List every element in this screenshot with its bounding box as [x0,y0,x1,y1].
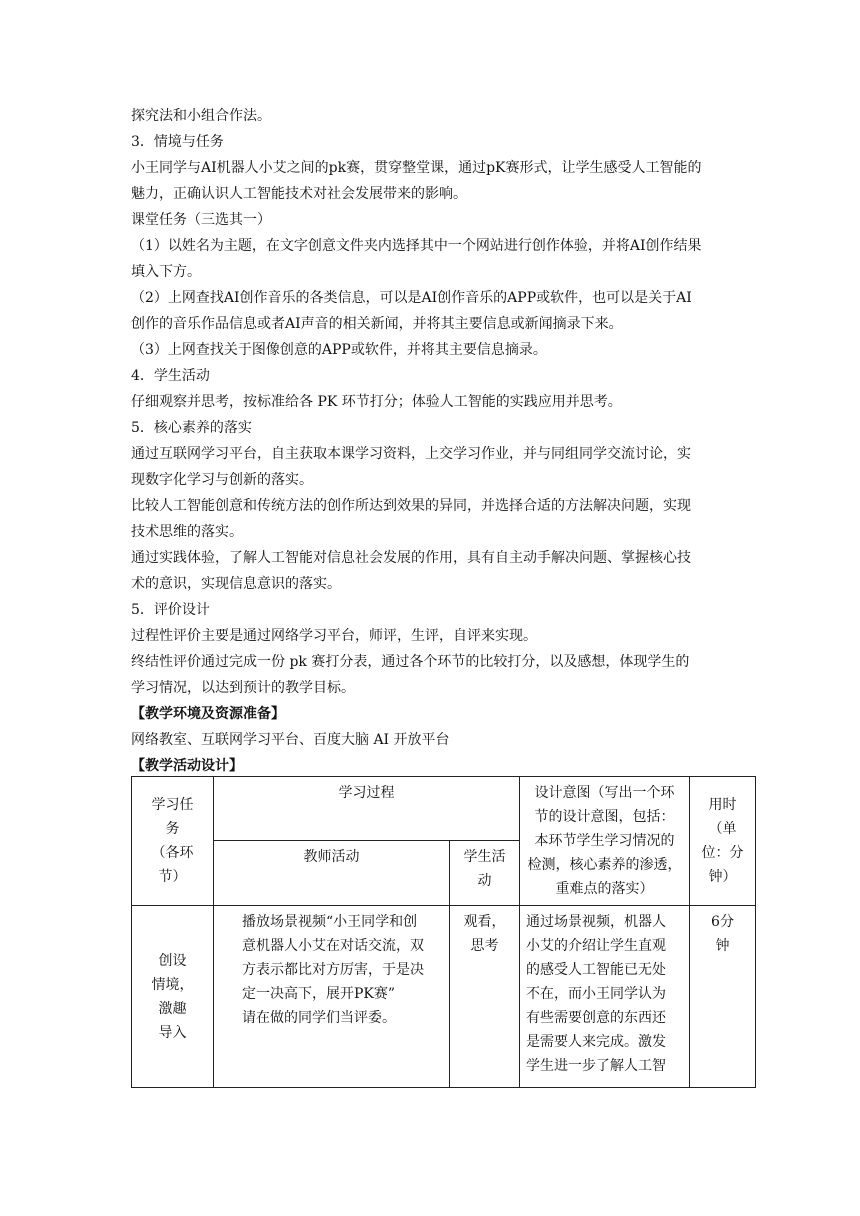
paragraph-line: 课堂任务（三选其一） [131,212,271,228]
paragraph-line: 现数字化学习与创新的落实。 [131,472,313,488]
section-heading: 【教学活动设计】 [131,758,243,774]
cell-line: 本环节学生学习情况的 [534,833,675,849]
row-student-cell [450,906,520,1088]
paragraph-line: 填入下方。 [131,264,201,280]
cell-line: 学生进一步了解人工智 [526,1058,666,1074]
cell-line: 情境， [151,976,194,993]
header-student-cell [450,840,520,905]
row-teacher-cell [214,906,450,1088]
paragraph-line: 网络教室、互联网学习平台、百度大脑 AI 开放平台 [131,732,450,748]
paragraph-line: 小王同学与AI机器人小艾之间的pk赛，贯穿整堂课，通过pK赛形式，让学生感受人工智能的 [131,160,702,176]
cell-line: 通过场景视频，机器人 [526,914,666,930]
cell-line: （单 [708,821,737,837]
row-design-cell [520,906,690,1088]
cell-line: 学生活 [463,848,506,865]
paragraph-line: 5．核心素养的落实 [131,420,252,436]
cell-line: 有些需要创意的东西还 [526,1010,666,1026]
paragraph-line: 创作的音乐作品信息或者AI声音的相关新闻，并将其主要信息或新闻摘录下来。 [131,316,623,332]
cell-line: 节） [158,869,187,885]
cell-line: 检测，核心素养的渗透， [527,857,682,873]
cell-line: 节的设计意图，包括： [534,809,675,825]
paragraph-line: 5．评价设计 [131,602,210,618]
cell-line: 定一决高下，展开PK赛” [242,986,396,1002]
cell-line: 激趣 [158,1000,187,1017]
paragraph-line: （2）上网查找AI创作音乐的各类信息，可以是AI创作音乐的APP或软件，也可以是关于AI [131,290,692,306]
paragraph-line: 过程性评价主要是通过网络学习平台，师评，生评，自评来实现。 [131,628,537,644]
paragraph-line: （1）以姓名为主题，在文字创意文件夹内选择其中一个网站进行创作体验，并将AI创作结果 [131,238,702,254]
activity-design-table [131,776,756,1088]
cell-line: 意机器人小艾在对话交流，双 [242,938,424,954]
cell-line: 方表示都比对方厉害，于是决 [242,962,424,978]
paragraph-line: 4．学生活动 [131,368,210,384]
paragraph-line: 比较人工智能创意和传统方法的创作所达到效果的异同，并选择合适的方法解决问题，实现 [131,498,691,514]
paragraph-line: 3．情境与任务 [131,134,224,150]
cell-line: 动 [477,872,492,889]
cell-line: 导入 [158,1024,187,1041]
paragraph-line: （3）上网查找关于图像创意的APP或软件，并将其主要信息摘录。 [131,342,547,358]
cell-line: 请在做的同学们当评委。 [242,1010,396,1026]
cell-line: 观看， [463,914,506,930]
cell-line: 是需要人来完成。激发 [526,1034,666,1050]
row-task-cell [132,906,214,1088]
cell-line: 不在，而小王同学认为 [526,986,666,1002]
cell-line: 的感受人工智能已无处 [526,962,666,978]
header-teacher-cell: 教师活动 [214,840,450,905]
header-time-cell [690,777,756,906]
paragraph-line: 仔细观察并思考，按标准给各 PK 环节打分；体验人工智能的实践应用并思考。 [131,394,622,410]
document-body [131,103,755,779]
paragraph-line: 通过互联网学习平台，自主获取本课学习资料，上交学习作业，并与同组同学交流讨论，实 [131,446,691,462]
cell-line: 学习任 [151,797,194,813]
cell-line: 设计意图（写出一个环 [534,785,675,801]
row-time-cell [690,906,756,1088]
cell-line: 务 [165,821,180,837]
paragraph-line: 术的意识，实现信息意识的落实。 [131,576,341,592]
activity-table-wrap [131,776,756,1088]
cell-line: （各环 [151,845,194,861]
header-design-cell [520,777,690,906]
cell-line: 小艾的介绍让学生直观 [526,938,666,954]
section-heading: 【教学环境及资源准备】 [131,706,285,722]
cell-line: 钟 [715,938,730,954]
paragraph-line: 技术思维的落实。 [131,524,243,540]
cell-line: 播放场景视频“小王同学和创 [242,914,418,930]
paragraph-line: 魅力，正确认识人工智能技术对社会发展带来的影响。 [131,186,467,202]
cell-line: 位：分 [701,845,744,861]
header-task-cell [132,777,214,906]
paragraph-line: 学习情况，以达到预计的教学目标。 [131,680,355,696]
cell-line: 6分 [711,914,734,930]
cell-line: 钟） [708,869,737,885]
paragraph-line: 终结性评价通过完成一份 pk 赛打分表，通过各个环节的比较打分，以及感想，体现学生的 [131,654,690,670]
header-process-cell: 学习过程 [214,777,520,841]
paragraph-line: 探究法和小组合作法。 [131,108,271,124]
cell-line: 创设 [158,952,187,969]
paragraph-line: 通过实践体验，了解人工智能对信息社会发展的作用，具有自主动手解决问题、掌握核心技 [131,550,691,566]
cell-line: 重难点的落实） [555,881,654,897]
cell-line: 思考 [470,938,499,954]
cell-line: 用时 [708,797,737,813]
